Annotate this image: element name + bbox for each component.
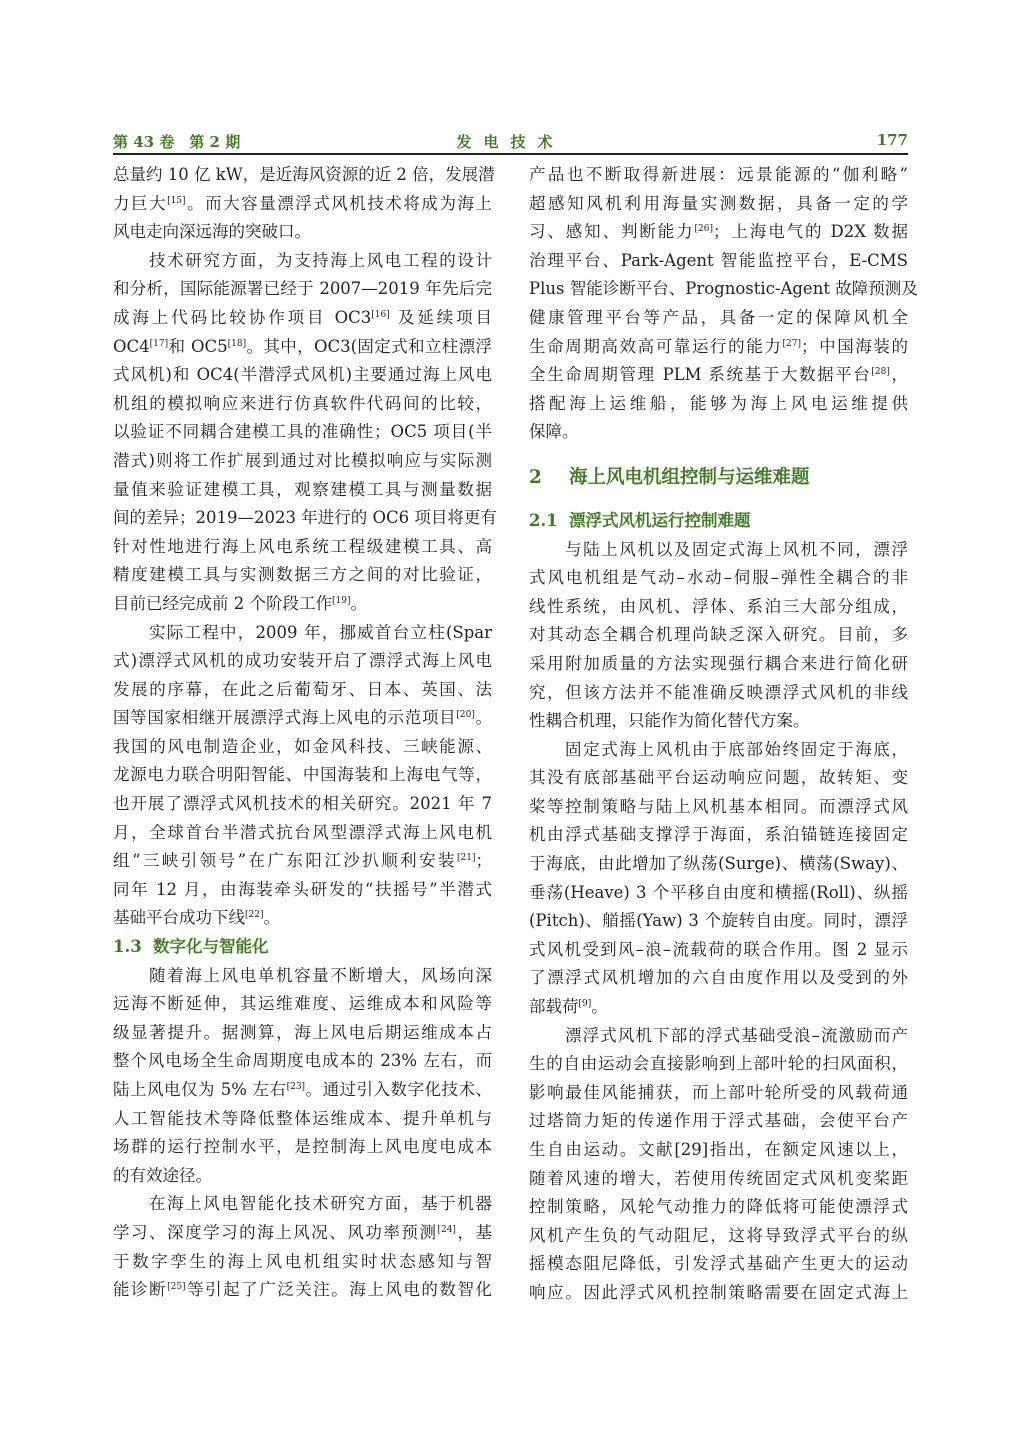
text-line: 机由浮式基础支撑浮于海面，系泊锚链连接固定 [529, 825, 908, 845]
text-line: 能诊断[25]等引起了广泛关注。海上风电的数智化 [113, 1280, 493, 1300]
text-line: 实际工程中，2009 年，挪威首台立柱(Spar [149, 622, 492, 642]
text-line: 桨等控制策略与陆上风机基本相同。而漂浮式风 [529, 796, 908, 816]
text-line: 与陆上风机以及固定式海上风机不同，漂浮 [565, 539, 908, 559]
text-line: 式)漂浮式风机的成功安装开启了漂浮式海上风电 [113, 651, 492, 671]
citation-ref: [26] [694, 224, 714, 235]
text-line: 生自由运动。文献[29]指出，在额定风速以上， [529, 1140, 908, 1159]
text-line: 场群的运行控制水平，是控制海上风电度电成本 [113, 1137, 492, 1157]
text-line: 保障。 [529, 422, 579, 442]
citation-ref: [15] [167, 195, 186, 206]
text-line: 月，全球首台半潜式抗台风型漂浮式海上风电机 [113, 822, 492, 842]
text-line: 量值来验证建模工具，观察建模工具与测量数据 [113, 479, 492, 499]
citation-ref: [20] [456, 710, 475, 721]
citation-ref: [22] [245, 910, 264, 921]
text-line: 远海不断延伸，其运维难度、运维成本和风险等 [113, 994, 492, 1014]
text-line: 生命周期高效高可靠运行的能力[27]；中国海装的 [529, 336, 909, 356]
citation-ref: [21] [457, 853, 476, 864]
text-line: 健康管理平台等产品，具备一定的保障风机全 [529, 307, 908, 327]
text-line: 随着海上风电单机容量不断增大，风场向深 [149, 965, 492, 985]
text-line: 发展的序幕，在此之后葡萄牙、日本、英国、法 [113, 679, 492, 699]
text-line: 人工智能技术等降低整体运维成本、提升单机与 [113, 1108, 492, 1128]
text-line: (Pitch)、艏摇(Yaw) 3 个旋转自由度。同时，漂浮 [529, 911, 908, 931]
heading-number: 1.3 [113, 937, 142, 957]
text-line: 于数字孪生的海上风电机组实时状态感知与智 [113, 1251, 492, 1271]
text-line: Plus 智能诊断平台、Prognostic-Agent 故障预测及 [529, 279, 918, 299]
text-line: 式风机受到风–浪–流载荷的联合作用。图 2 显示 [529, 939, 908, 959]
text-line: 搭配海上运维船，能够为海上风电运维提供 [529, 393, 908, 413]
running-header [113, 131, 908, 153]
text-line: 线性系统，由风机、浮体、系泊三大部分组成， [529, 596, 908, 616]
citation-ref: [16] [371, 309, 390, 320]
text-line: 精度建模工具与实测数据三方之间的对比验证， [113, 565, 492, 585]
text-line: OC4[17]和 OC5[18]。其中，OC3(固定式和立柱漂浮 [113, 336, 492, 356]
volume-issue: 第 43 卷 第 2 期 [113, 133, 241, 151]
text-line: 级显著提升。据测算，海上风电后期运维成本占 [113, 1022, 492, 1042]
journal-title: 发电技术 [456, 133, 565, 151]
text-line: 式风机)和 OC4(半潜浮式风机)主要通过海上风电 [113, 365, 492, 385]
subsection-heading [529, 507, 908, 536]
text-line: 于海底，由此增加了纵荡(Surge)、横荡(Sway)、 [529, 854, 908, 874]
citation-ref: [19] [332, 595, 351, 606]
section-heading [529, 463, 908, 493]
heading-title: 数字化与智能化 [153, 937, 269, 957]
text-line: 潜式)则将工作扩展到通过对比模拟响应与实际测 [113, 450, 492, 470]
text-line: 习、感知、判断能力[26]；上海电气的 D2X 数据 [529, 222, 909, 242]
text-line: 风机产生负的气动阻尼，这将导致浮式平台的纵 [529, 1225, 908, 1245]
text-line: 同年 12 月，由海装牵头研发的“扶摇号”半潜式 [113, 879, 492, 899]
citation-ref: [25] [167, 1282, 186, 1293]
text-line: 究，但该方法并不能准确反映漂浮式风机的非线 [529, 682, 908, 702]
text-line: 响应。因此浮式风机控制策略需要在固定式海上 [529, 1282, 908, 1302]
heading-number: 2.1 [529, 510, 558, 530]
text-line: 陆上风电仅为 5% 左右[23]。通过引入数字化技术、 [113, 1080, 492, 1099]
right-column [529, 161, 918, 1308]
text-line: 基础平台成功下线[22]。 [113, 908, 280, 928]
text-line: 我国的风电制造企业，如金风科技、三峡能源、 [113, 736, 492, 756]
text-line: 风电走向深远海的突破口。 [113, 222, 311, 242]
text-line: 固定式海上风机由于底部始终固定于海底， [565, 739, 908, 759]
text-line: 全生命周期管理 PLM 系统基于大数据平台[28]， [529, 365, 908, 385]
text-line: 在海上风电智能化技术研究方面，基于机器 [149, 1194, 492, 1214]
citation-ref: [23] [286, 1082, 306, 1092]
citation-ref: [9] [578, 999, 592, 1010]
text-line: 过塔筒力矩的传递作用于浮式基础，会使平台产 [529, 1111, 908, 1131]
text-line: 漂浮式风机下部的浮式基础受浪–流激励而产 [565, 1025, 908, 1045]
text-line: 式风电机组是气动–水动–伺服–弹性全耦合的非 [529, 568, 908, 588]
subsection-heading [113, 933, 492, 962]
citation-ref: [17] [149, 338, 169, 349]
text-line: 控制策略，风轮气动推力的降低将可能使漂浮式 [529, 1197, 908, 1217]
citation-ref: [24] [437, 1224, 456, 1235]
text-line: 摇模态阻尼降低，引发浮式基础产生更大的运动 [529, 1254, 908, 1274]
citation-ref: [18] [227, 338, 247, 349]
left-column [113, 161, 497, 1305]
text-line: 间的差异；2019—2023 年进行的 OC6 项目将更有 [113, 508, 497, 528]
text-line: 以验证不同耦合建模工具的准确性；OC5 项目(半 [113, 422, 492, 442]
heading-title: 漂浮式风机运行控制难题 [569, 510, 751, 530]
text-line: 和分析，国际能源署已经于 2007—2019 年先后完 [113, 279, 492, 299]
header-rule [113, 153, 908, 155]
text-line: 垂荡(Heave) 3 个平移自由度和横摇(Roll)、纵摇 [529, 882, 908, 902]
heading-number: 2 [529, 466, 542, 488]
text-line: 针对性地进行海上风电系统工程级建模工具、高 [113, 536, 492, 556]
text-line: 机组的模拟响应来进行仿真软件代码间的比较， [113, 393, 492, 413]
text-line: 力巨大[15]。而大容量漂浮式风机技术将成为海上 [113, 193, 493, 213]
text-line: 部载荷[9]。 [529, 997, 608, 1017]
page-number: 177 [876, 131, 908, 149]
citation-ref: [28] [871, 367, 890, 378]
text-line: 了漂浮式风机增加的六自由度作用以及受到的外 [529, 968, 908, 988]
citation-ref: [27] [782, 338, 801, 349]
text-line: 目前已经完成前 2 个阶段工作[19]。 [113, 593, 367, 613]
heading-title: 海上风电机组控制与运维难题 [569, 466, 810, 488]
text-line: 国等国家相继开展漂浮式海上风电的示范项目[20]。 [113, 708, 493, 728]
text-line: 总量约 10 亿 kW，是近海风资源的近 2 倍，发展潜 [113, 165, 495, 184]
text-line: 组“三峡引领号”在广东阳江沙扒顺利安装[21]； [113, 851, 492, 871]
text-line: 学习、深度学习的海上风况、风功率预测[24]，基 [113, 1222, 493, 1242]
text-line: 的有效途径。 [113, 1165, 212, 1185]
text-line: 采用附加质量的方法实现强行耦合来进行简化研 [529, 653, 908, 673]
text-line: 成海上代码比较协作项目 OC3[16] 及延续项目 [113, 307, 492, 327]
text-line: 超感知风机利用海量实测数据，具备一定的学 [529, 193, 908, 213]
text-line: 龙源电力联合明阳智能、中国海装和上海电气等， [113, 765, 492, 785]
text-line: 整个风电场全生命周期度电成本的 23% 左右，而 [113, 1051, 492, 1071]
text-line: 技术研究方面，为支持海上风电工程的设计 [149, 250, 492, 270]
text-line: 产品也不断取得新进展：远景能源的“伽利略” [529, 165, 908, 184]
text-line: 影响最佳风能捕获，而上部叶轮所受的风载荷通 [529, 1082, 908, 1102]
text-line: 随着风速的增大，若使用传统固定式风机变桨距 [529, 1168, 908, 1188]
text-line: 生的自由运动会直接影响到上部叶轮的扫风面积， [529, 1054, 908, 1074]
text-line: 其没有底部基础平台运动响应问题，故转矩、变 [529, 768, 908, 788]
text-line: 性耦合机理，只能作为简化替代方案。 [529, 711, 810, 731]
text-line: 也开展了漂浮式风机技术的相关研究。2021 年 7 [113, 794, 492, 814]
text-line: 治理平台、Park-Agent 智能监控平台，E-CMS [529, 250, 908, 270]
text-line: 对其动态全耦合机理尚缺乏深入研究。目前，多 [529, 625, 908, 645]
